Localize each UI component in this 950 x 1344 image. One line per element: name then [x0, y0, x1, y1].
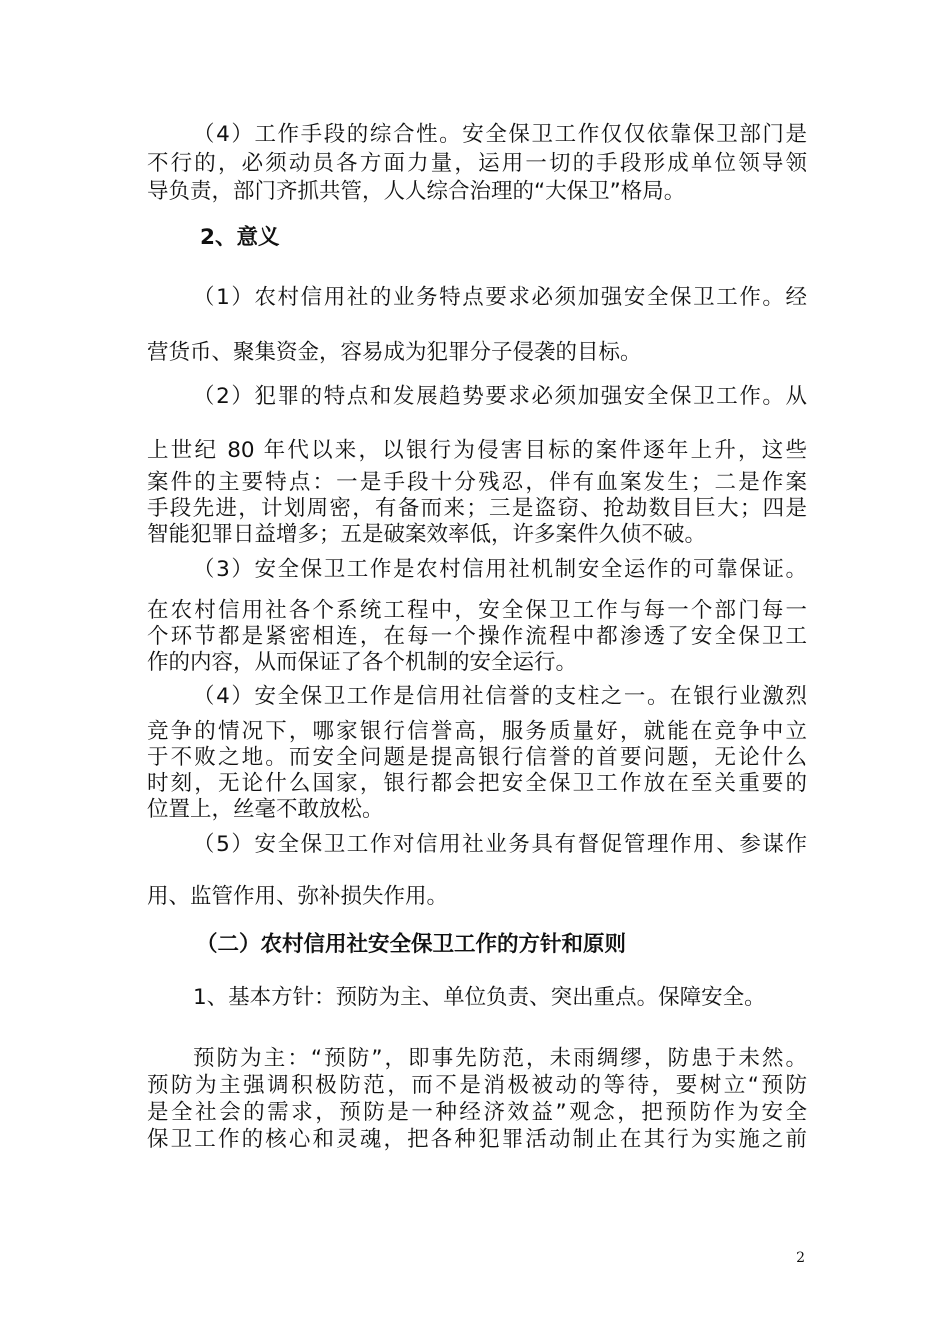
paragraph-line: 智能犯罪日益增多；五是破案效率低，许多案件久侦不破。 — [147, 522, 707, 547]
paragraph-line: （5）安全保卫工作对信用社业务具有督促管理作用、参谋作 — [193, 832, 807, 857]
paragraph-line: 预防为主：“预防”，即事先防范，未雨绸缪，防患于未然。 — [193, 1046, 807, 1071]
paragraph-line: 是全社会的需求，预防是一种经济效益”观念，把预防作为安全 — [147, 1100, 807, 1125]
paragraph-line: 保卫工作的核心和灵魂，把各种犯罪活动制止在其行为实施之前 — [147, 1127, 807, 1152]
paragraph-line: 手段先进，计划周密，有备而来；三是盗窃、抢劫数目巨大；四是 — [147, 496, 807, 521]
paragraph-line: 竞争的情况下，哪家银行信誉高，服务质量好，就能在竞争中立 — [147, 719, 807, 744]
paragraph-line: 在农村信用社各个系统工程中，安全保卫工作与每一个部门每一 — [147, 598, 807, 623]
paragraph-line: 用、监管作用、弥补损失作用。 — [147, 884, 449, 909]
paragraph-line: 预防为主强调积极防范，而不是消极被动的等待，要树立“预防 — [147, 1073, 807, 1098]
paragraph-line: 作的内容，从而保证了各个机制的安全运行。 — [147, 650, 578, 675]
paragraph-line: 位置上，丝毫不敢放松。 — [147, 797, 384, 822]
basic-policy-line: 1、基本方针：预防为主、单位负责、突出重点。保障安全。 — [193, 985, 766, 1010]
section-heading-meaning: 2、意义 — [200, 225, 280, 250]
paragraph-line: 导负责，部门齐抓共管，人人综合治理的“大保卫”格局。 — [147, 179, 686, 204]
paragraph-line: （4）安全保卫工作是信用社信誉的支柱之一。在银行业激烈 — [193, 684, 807, 709]
paragraph-line: 个环节都是紧密相连，在每一个操作流程中都渗透了安全保卫工 — [147, 624, 807, 649]
paragraph-line: 不行的，必须动员各方面力量，运用一切的手段形成单位领导领 — [147, 151, 807, 176]
paragraph-line: 营货币、聚集资金，容易成为犯罪分子侵袭的目标。 — [147, 340, 642, 365]
paragraph-line: （3）安全保卫工作是农村信用社机制安全运作的可靠保证。 — [193, 557, 807, 582]
section-heading-principles: （二）农村信用社安全保卫工作的方针和原则 — [196, 932, 627, 957]
paragraph-line: 于不败之地。而安全问题是提高银行信誉的首要问题，无论什么 — [147, 745, 807, 770]
page-number: 2 — [796, 1250, 805, 1266]
paragraph-line: 上世纪 80 年代以来，以银行为侵害目标的案件逐年上升，这些 — [147, 438, 807, 463]
paragraph-line: 案件的主要特点：一是手段十分残忍，伴有血案发生；二是作案 — [147, 470, 807, 495]
paragraph-line: （4）工作手段的综合性。安全保卫工作仅仅依靠保卫部门是 — [193, 122, 807, 147]
paragraph-line: （2）犯罪的特点和发展趋势要求必须加强安全保卫工作。从 — [193, 384, 807, 409]
paragraph-line: （1）农村信用社的业务特点要求必须加强安全保卫工作。经 — [193, 285, 807, 310]
paragraph-line: 时刻，无论什么国家，银行都会把安全保卫工作放在至关重要的 — [147, 771, 807, 796]
